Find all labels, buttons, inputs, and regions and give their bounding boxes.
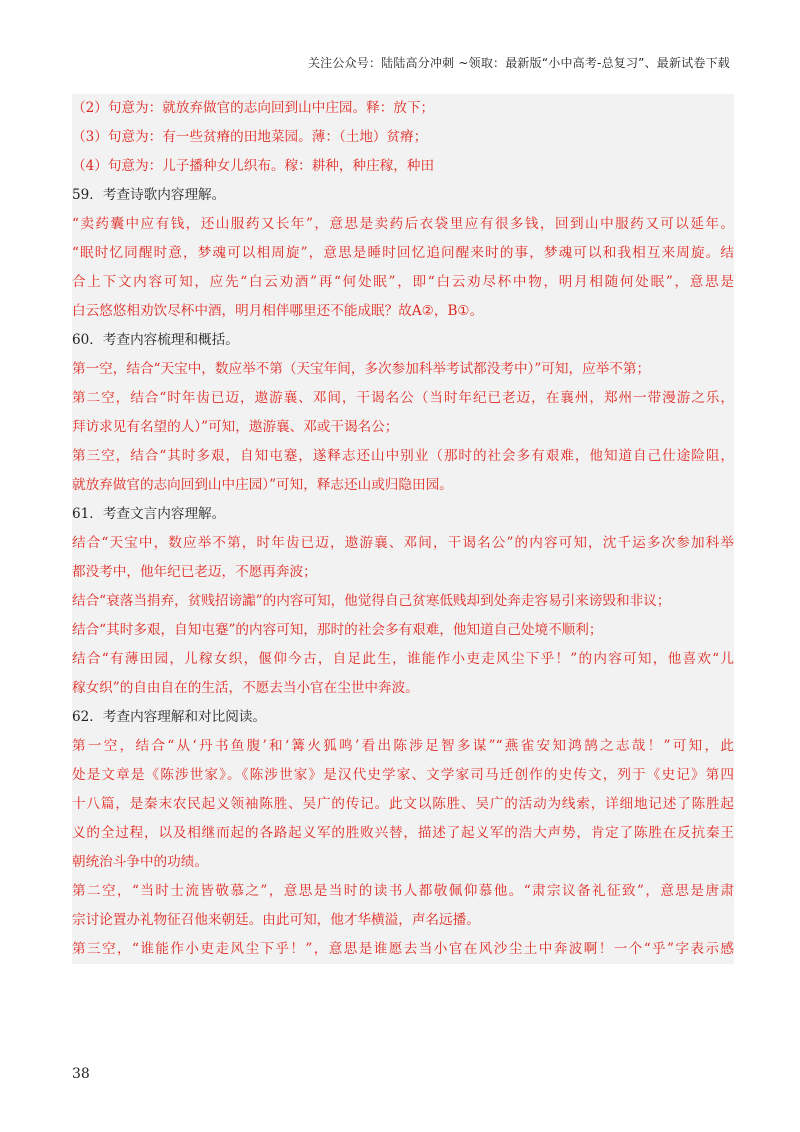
answer-line: 第二空，“当时士流皆敬慕之”，意思是当时的读书人都敬佩仰慕他。“肃宗议备礼征致”，意思是唐肃 [72,883,734,899]
answer-line: 第一空，结合“从‘丹书鱼腹’和‘篝火狐鸣’看出陈涉足智多谋”“燕雀安知鸿鹄之志哉！”可知，此 [72,738,734,754]
answer-line: 义的全过程，以及相继而起的各路起义军的胜败兴替，描述了起义军的浩大声势，肯定了陈胜在反抗秦王 [72,825,734,841]
answer-line: （4）句意为：儿子播种女儿织布。稼：耕种，种庄稼，种田 [72,158,435,174]
answer-line: 结合“有薄田园，儿稼女织，偃仰今古，自足此生，谁能作小吏走风尘下乎！”的内容可知，他喜欢“儿 [72,651,734,667]
answer-line: 处是文章是《陈涉世家》。《陈涉世家》是汉代史学家、文学家司马迁创作的史传文，列于《史记》第四 [72,767,734,783]
answer-line: 朝统治斗争中的功绩。 [72,854,208,870]
answer-line: 结合“衰落当捐弃，贫贱招谤讟”的内容可知，他觉得自己贫寒低贱却到处奔走容易引来谤毁和非议； [72,593,671,609]
question-heading: 62．考查内容理解和对比阅读。 [72,709,267,725]
answer-line: 第三空，“谁能作小吏走风尘下乎！”，意思是谁愿去当小官在风沙尘土中奔波啊！一个“乎”字表示感 [72,941,734,957]
answer-line: 白云悠悠相劝饮尽杯中酒，明月相伴哪里还不能成眠？故A②，B①。 [72,303,484,319]
page-number: 38 [72,1066,90,1082]
answer-line: “卖药囊中应有钱，还山服药又长年”，意思是卖药后衣袋里应有很多钱，回到山中服药又可以延年。 [72,216,734,232]
answer-line: 第一空，结合“天宝中，数应举不第（天宝年间，多次参加科举考试都没考中）”可知，应举不第； [72,361,651,377]
answer-line: 稼女织”的自由自在的生活，不愿去当小官在尘世中奔波。 [72,680,419,696]
answer-line: 第三空，结合“其时多艰，自知屯蹇，遂释志还山中别业（那时的社会多有艰难，他知道自己仕途险阻， [72,448,734,464]
answer-line: 都没考中，他年纪已老迈，不愿再奔波； [72,564,317,580]
answer-line: “眠时忆同醒时意，梦魂可以相周旋”，意思是睡时回忆追问醒来时的事，梦魂可以和我相互来周旋。结 [72,245,734,261]
answer-line: 第二空，结合“时年齿已迈，遨游襄、邓间，干谒名公（当时年纪已老迈，在襄州，郑州一带漫游之乐， [72,390,734,406]
question-heading: 60．考查内容梳理和概括。 [72,332,239,348]
question-heading: 59．考查诗歌内容理解。 [72,187,226,203]
answer-line: 就放弃做官的志向回到山中庄园）”可知，释志还山或归隐田园。 [72,477,453,493]
answer-body [72,94,734,964]
question-heading: 61．考查文言内容理解。 [72,506,226,522]
answer-line: 合上下文内容可知，应先“白云劝酒”再“何处眠”，即“白云劝尽杯中物，明月相随何处眠”，意思是 [72,274,734,290]
answer-line: 宗讨论置办礼物征召他来朝廷。由此可知，他才华横溢，声名远播。 [72,912,480,928]
answer-line: （2）句意为：就放弃做官的志向回到山中庄园。释：放下； [72,100,435,116]
answer-line: 拜访求见有名望的人）”可知，遨游襄、邓或干谒名公； [72,419,399,435]
answer-line: 结合“其时多艰，自知屯蹇”的内容可知，那时的社会多有艰难，他知道自己处境不顺利； [72,622,603,638]
answer-line: 十八篇，是秦末农民起义领袖陈胜、吴广的传记。此文以陈胜、吴广的活动为线索，详细地记述了陈胜起 [72,796,734,812]
answer-line: 结合“天宝中，数应举不第，时年齿已迈，遨游襄、邓间，干谒名公”的内容可知，沈千运多次参加科举 [72,535,734,551]
page-header: 关注公众号：陆陆高分冲刺 ~领取：最新版“小中高考-总复习”、最新试卷下载 [307,56,730,70]
answer-line: （3）句意为：有一些贫瘠的田地菜园。薄：（土地）贫瘠； [72,129,428,145]
